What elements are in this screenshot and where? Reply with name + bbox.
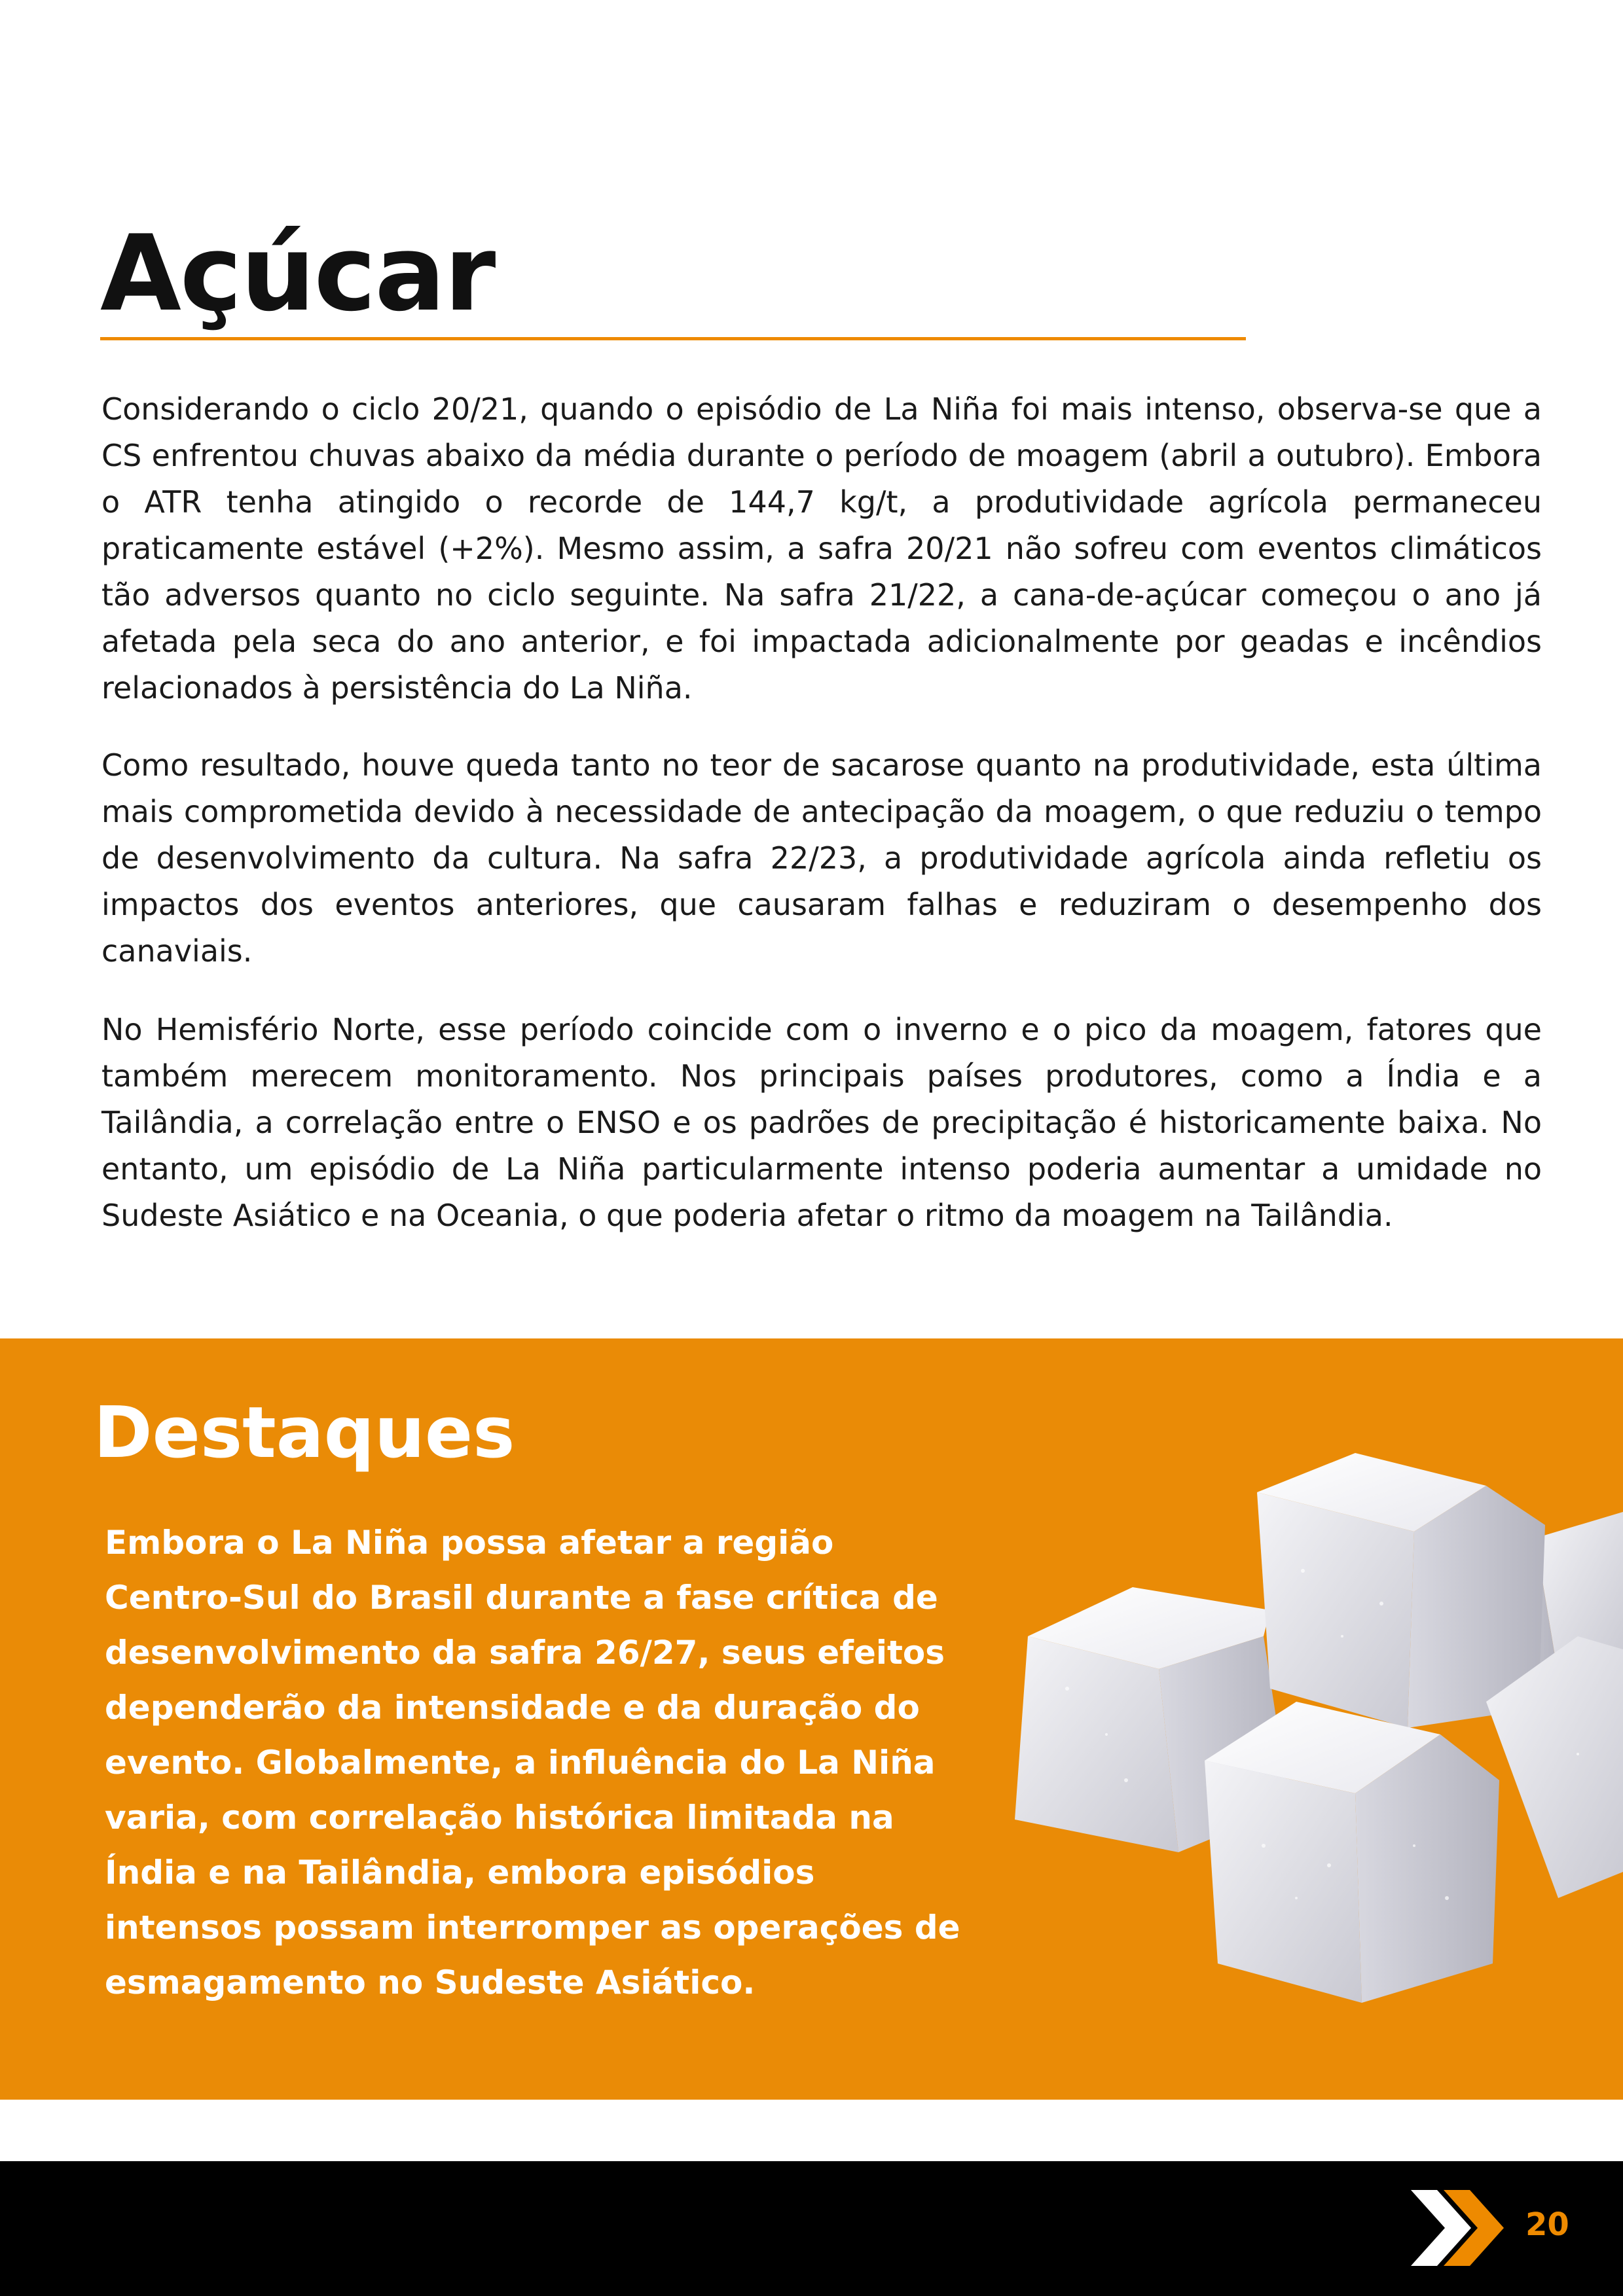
sugar-cube [1205,1702,1499,2003]
body-paragraph-2: Como resultado, houve queda tanto no teor de sacarose quanto na produtividade, esta última mais comprometida devido à necessidade de antecipação da moagem, o que reduziu o tempo de desenvolvimento da cultura. Na safra 22/23, a produtividade agrícola ainda refletiu os impactos dos eventos anteriores, que causaram falhas e reduziram o desempenho dos canaviais. [101,747,1542,969]
highlights-text: Embora o La Niña possa afetar a região Centro-Sul do Brasil durante a fase crítica de desenvolvimento da safra 26/27, seus efeitos dependerão da intensidade e da duração do evento. Globalmente, a influência do La Niña varia, com correlação histórica limitada na Índia e na Tailândia, embora episódios intensos possam interromper as operações de esmagamento no Sudeste Asiático. [105,1524,960,2001]
title-underline [100,337,1246,340]
page-footer [0,2161,1623,2296]
sugar-cube [1257,1453,1545,1728]
sugar-cubes-image [989,1440,1623,2029]
page-title: Açúcar [100,212,495,334]
double-chevron-right-icon [1411,2190,1509,2266]
body-paragraph-3: No Hemisfério Norte, esse período coincide com o inverno e o pico da moagem, fatores que também merecem monitoramento. Nos principais países produtores, como a Índia e a Tailândia, a correlação entre o ENSO e os padrões de precipitação é historicamente baixa. No entanto, um episódio de La Niña particularmente intenso poderia aumentar a umidade no Sudeste Asiático e na Oceania, o que poderia afetar o ritmo da moagem na Tailândia. [101,1012,1542,1233]
page-number: 20 [1525,2206,1569,2243]
body-paragraph-1: Considerando o ciclo 20/21, quando o episódio de La Niña foi mais intenso, observa-se que a CS enfrentou chuvas abaixo da média durante o período de moagem (abril a outubro). Embora o ATR tenha atingido o recorde de 144,7 kg/t, a produtividade agrícola permaneceu praticamente estável (+2%). Mesmo assim, a safra 20/21 não sofreu com eventos climáticos tão adversos quanto no ciclo seguinte. Na safra 21/22, a cana-de-açúcar começou o ano já afetada pela seca do ano anterior, e foi impactada adicionalmente por geadas e incêndios relacionados à persistência do La Niña. [101,391,1542,706]
highlights-title: Destaques [94,1392,515,1474]
